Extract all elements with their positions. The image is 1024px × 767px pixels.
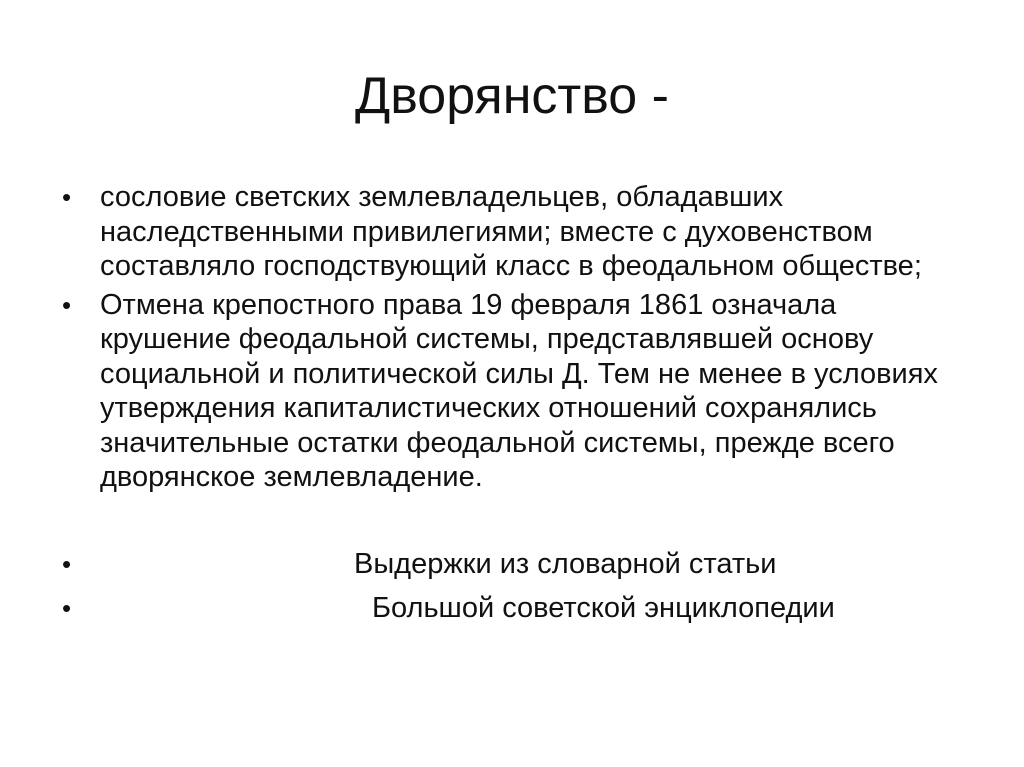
list-item (62, 180, 962, 284)
list-item (62, 288, 962, 495)
bullet-dot-icon: • (62, 548, 72, 579)
bullet-list (62, 180, 962, 626)
list-item (62, 591, 962, 626)
bullet-dot-icon: • (62, 289, 72, 320)
source-line-1: Выдержки из словарной статьи (354, 547, 777, 580)
source-line-2: Большой советской энциклопедии (372, 592, 835, 624)
list-item (62, 547, 962, 582)
bullet-text: сословие светских землевладельцев, обладавших наследственными привилегиями; вместе с духовенством составляло господствующий класс в феодальном обществе; (100, 181, 922, 282)
bullet-text: Отмена крепостного права 19 февраля 1861 означала крушение феодальной системы, представлявшей основу социальной и политической силы Д. Тем не менее в условиях утверждения капиталистических отношений сохранялись значительные остатки феодальной системы, прежде всего дворянское землевладение. (100, 288, 938, 493)
bullet-dot-icon: • (62, 593, 72, 623)
slide-title: Дворянство - (355, 67, 669, 125)
bullet-dot-icon: • (62, 182, 72, 212)
